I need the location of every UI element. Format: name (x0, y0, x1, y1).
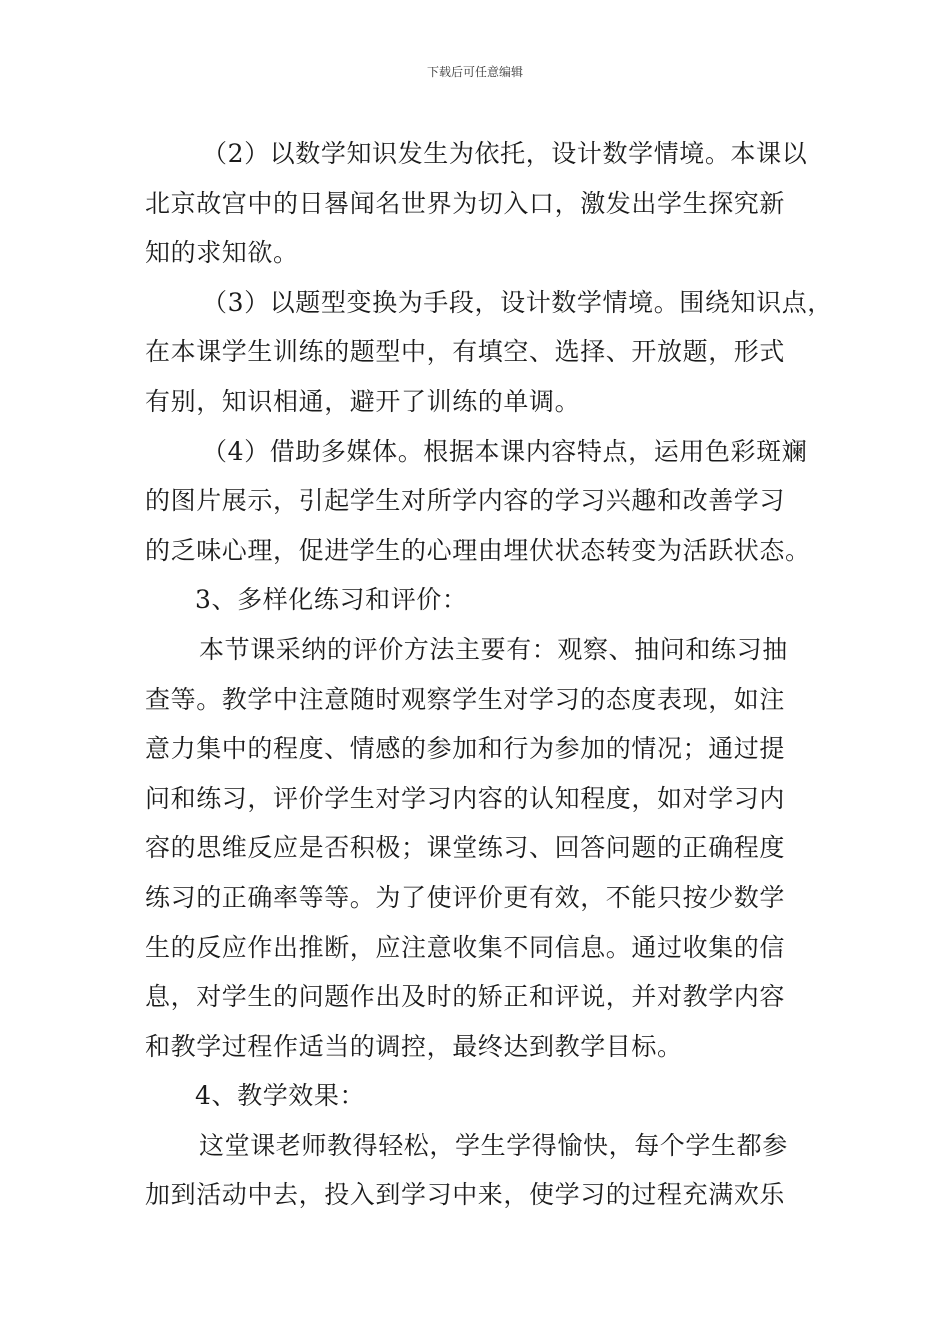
paragraph-2 (145, 129, 813, 278)
text-line: 意力集中的程度、情感的参加和行为参加的情况；通过提 (145, 734, 786, 764)
text-line: 容的思维反应是否积极；课堂练习、回答问题的正确程度 (145, 833, 786, 863)
text-line: 练习的正确率等等。为了使评价更有效，不能只按少数学 (145, 882, 786, 912)
text-line: （3）以题型变换为手段，设计数学情境。围绕知识点， (202, 287, 833, 317)
section-heading-3 (145, 575, 813, 625)
paragraph-evaluation (145, 625, 813, 1071)
text-line: 在本课学生训练的题型中，有填空、选择、开放题，形式 (145, 337, 786, 367)
paragraph-3 (145, 278, 833, 427)
text-line: （2）以数学知识发生为依托，设计数学情境。本课以 (202, 139, 808, 168)
document-body (145, 129, 833, 1220)
paragraph-effect (145, 1121, 813, 1220)
section-heading-text: 3、多样化练习和评价： (195, 585, 468, 615)
page-header: 下载后可任意编辑 (426, 65, 523, 79)
text-line: 的图片展示，引起学生对所学内容的学习兴趣和改善学习 (145, 486, 786, 516)
text-line: 问和练习，评价学生对学习内容的认知程度，如对学习内 (145, 783, 786, 813)
section-heading-text: 4、教学效果： (195, 1081, 366, 1111)
text-line: 查等。教学中注意随时观察学生对学习的态度表现，如注 (145, 684, 786, 714)
text-line: 北京故宫中的日晷闻名世界为切入口，激发出学生探究新 (145, 188, 786, 218)
text-line: 加到活动中去，投入到学习中来，使学习的过程充满欢乐 (145, 1180, 786, 1210)
text-line: （4）借助多媒体。根据本课内容特点，运用色彩斑斓 (202, 436, 808, 466)
section-heading-4 (145, 1071, 813, 1121)
text-line: 本节课采纳的评价方法主要有：观察、抽问和练习抽 (199, 634, 788, 664)
paragraph-4 (145, 427, 813, 576)
text-line: 息，对学生的问题作出及时的矫正和评说，并对教学内容 (145, 982, 786, 1012)
text-line: 的乏味心理，促进学生的心理由埋伏状态转变为活跃状态。 (145, 535, 811, 565)
text-line: 和教学过程作适当的调控，最终达到教学目标。 (145, 1031, 683, 1061)
text-line: 知的求知欲。 (145, 238, 299, 268)
text-line: 生的反应作出推断，应注意收集不同信息。通过收集的信 (145, 932, 786, 962)
text-line: 这堂课老师教得轻松，学生学得愉快，每个学生都参 (199, 1130, 788, 1160)
text-line: 有别，知识相通，避开了训练的单调。 (145, 386, 581, 416)
